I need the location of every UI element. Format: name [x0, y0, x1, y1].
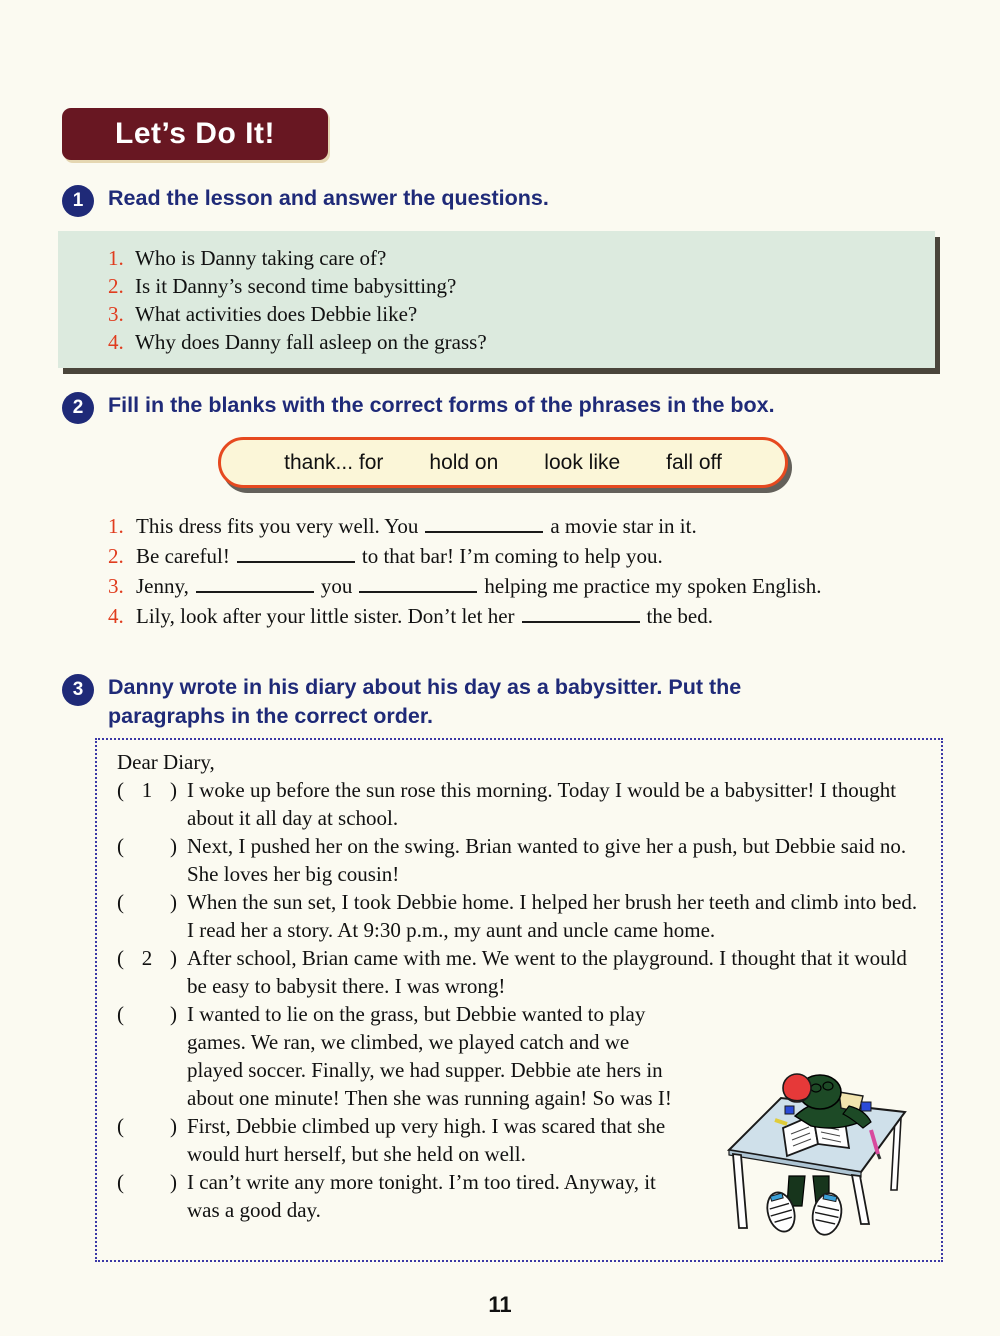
- order-blank: [117, 1000, 177, 1028]
- phrase: thank... for: [284, 450, 384, 474]
- order-blank: [117, 944, 177, 972]
- fill-in-list: [108, 512, 914, 632]
- diary-salutation: Dear Diary,: [117, 750, 215, 774]
- question-number: 2.: [108, 274, 124, 298]
- question-text: Why does Danny fall asleep on the grass?: [135, 330, 487, 354]
- question-number: 4.: [108, 330, 124, 354]
- section2-header: [62, 391, 775, 424]
- paren-close: ): [170, 1002, 177, 1026]
- desk-scene-drawing: [699, 1058, 927, 1238]
- phrase: hold on: [429, 450, 499, 474]
- phrase: fall off: [666, 450, 722, 474]
- diary-text: After school, Brian came with me. We went to the playground. I thought that it would be easy to babysit there. I was wrong!: [187, 946, 907, 998]
- order-blank: [117, 776, 177, 804]
- order-number: 2: [141, 946, 153, 970]
- fill-item-text: Be careful!: [136, 544, 230, 568]
- diary-text: I woke up before the sun rose this morning. Today I would be a babysitter! I thought about it all day at school.: [187, 778, 897, 830]
- fill-item-text: the bed.: [646, 604, 713, 628]
- paren-close: ): [170, 834, 177, 858]
- diary-paragraph: [117, 888, 927, 944]
- fill-item-text: Jenny,: [136, 574, 189, 598]
- question-item: [108, 300, 915, 328]
- section3-title: Danny wrote in his diary about his day as a babysitter. Put the paragraphs in the correct order.: [108, 675, 742, 728]
- diary-text: I can’t write any more tonight. I’m too tired. Anyway, it was a good day.: [187, 1170, 656, 1222]
- fill-item-text: Lily, look after your little sister. Don’t let her: [136, 604, 515, 628]
- question-text: Who is Danny taking care of?: [135, 246, 387, 270]
- fill-item-number: 3.: [108, 574, 124, 598]
- fill-item: [108, 512, 914, 540]
- diary-paragraph: [117, 832, 927, 888]
- question-item: [108, 328, 915, 356]
- paren-open: (: [117, 946, 124, 970]
- section2-title: Fill in the blanks with the correct forms of the phrases in the box.: [108, 393, 775, 417]
- section2-number-badge: 2: [62, 392, 94, 424]
- lets-do-it-banner: Let’s Do It!: [62, 108, 328, 160]
- order-blank: [117, 1112, 177, 1140]
- fill-item: [108, 602, 914, 630]
- paren-close: ): [170, 778, 177, 802]
- diary-text: I wanted to lie on the grass, but Debbie wanted to play games. We ran, we climbed, we played catch and we played soccer. Finally, we had supper. Debbie ate hers in about one minute! Then she was running again! So was I!: [187, 1002, 672, 1110]
- paren-open: (: [117, 778, 124, 802]
- order-blank: [117, 1168, 177, 1196]
- fill-item: [108, 572, 914, 600]
- fill-item-text: you: [320, 574, 353, 598]
- section3-header: [62, 673, 862, 731]
- page-number: 11: [488, 1292, 512, 1317]
- question-number: 3.: [108, 302, 124, 326]
- paren-open: (: [117, 834, 124, 858]
- danny-asleep-at-desk-illustration: [699, 1058, 927, 1238]
- blank-line: [425, 517, 543, 533]
- fill-item-number: 4.: [108, 604, 124, 628]
- fill-item-text: helping me practice my spoken English.: [484, 574, 822, 598]
- question-number: 1.: [108, 246, 124, 270]
- paren-open: (: [117, 1114, 124, 1138]
- paren-open: (: [117, 1170, 124, 1194]
- diary-text: First, Debbie climbed up very high. I was scared that she would hurt herself, but she held on well.: [187, 1114, 666, 1166]
- fill-item-text: to that bar! I’m coming to help you.: [361, 544, 663, 568]
- section1-header: [62, 184, 549, 217]
- paren-close: ): [170, 1170, 177, 1194]
- blank-line: [359, 577, 477, 593]
- question-text: What activities does Debbie like?: [135, 302, 418, 326]
- fill-item-number: 1.: [108, 514, 124, 538]
- section1-title: Read the lesson and answer the questions.: [108, 186, 549, 210]
- section3-number-badge: 3: [62, 674, 94, 706]
- diary-paragraph: [117, 776, 927, 832]
- section1-number-badge: 1: [62, 185, 94, 217]
- question-item: [108, 244, 915, 272]
- blank-line: [196, 577, 314, 593]
- phrase: look like: [544, 450, 621, 474]
- fill-item: [108, 542, 914, 570]
- fill-item-text: This dress fits you very well. You: [136, 514, 419, 538]
- paren-open: (: [117, 890, 124, 914]
- diary-text: Next, I pushed her on the swing. Brian wanted to give her a push, but Debbie said no. She loves her big cousin!: [187, 834, 907, 886]
- questions-box: [58, 231, 935, 368]
- blank-line: [237, 547, 355, 563]
- question-text: Is it Danny’s second time babysitting?: [135, 274, 457, 298]
- paren-open: (: [117, 1002, 124, 1026]
- diary-text: When the sun set, I took Debbie home. I helped her brush her teeth and climb into bed. I read her a story. At 9:30 p.m., my aunt and uncle came home.: [187, 890, 918, 942]
- blank-line: [522, 607, 640, 623]
- order-number: 1: [141, 778, 153, 802]
- paren-close: ): [170, 1114, 177, 1138]
- paren-close: ): [170, 890, 177, 914]
- fill-item-number: 2.: [108, 544, 124, 568]
- order-blank: [117, 832, 177, 860]
- fill-item-text: a movie star in it.: [550, 514, 697, 538]
- paren-close: ): [170, 946, 177, 970]
- diary-paragraph: [117, 944, 927, 1000]
- diary-box: [95, 738, 943, 1262]
- question-item: [108, 272, 915, 300]
- phrase-bank-box: [218, 437, 788, 488]
- order-blank: [117, 888, 177, 916]
